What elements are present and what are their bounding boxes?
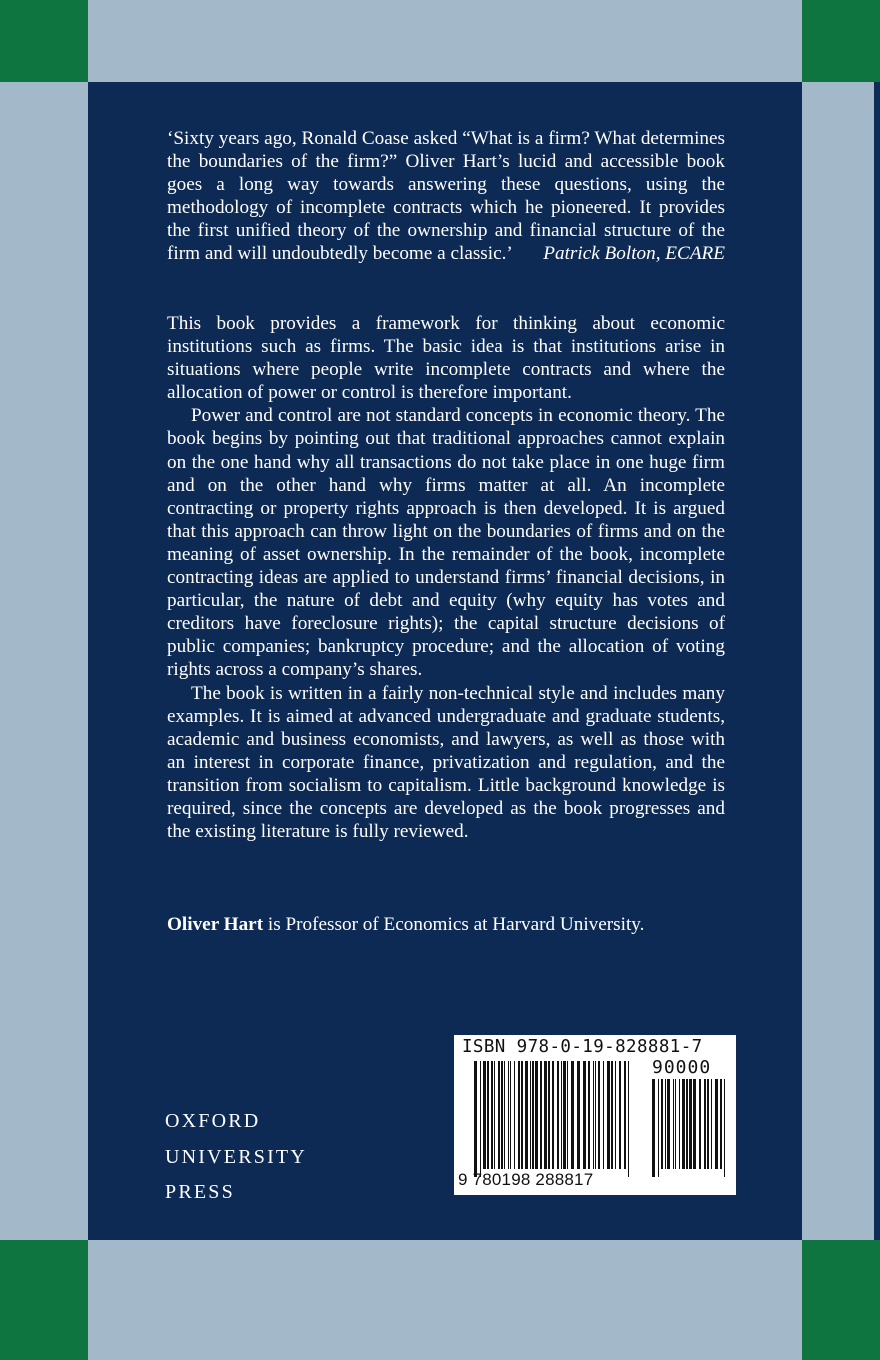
barcode-bar (510, 1061, 511, 1169)
barcode-bar (483, 1061, 486, 1169)
review-quote (167, 127, 725, 266)
author-name: Oliver Hart (167, 914, 264, 935)
barcode-bar (661, 1079, 663, 1169)
barcode-bar (498, 1061, 500, 1169)
barcode-bar (693, 1079, 696, 1169)
barcode-bar (480, 1061, 481, 1177)
barcode-bar (525, 1061, 528, 1169)
barcode-bar (518, 1061, 520, 1169)
author-bio-text: is Professor of Economics at Harvard University. (263, 914, 645, 935)
author-bio (167, 913, 725, 936)
description-paragraph-1: This book provides a framework for thinking about economic institutions such as firms. The basic idea is that institutions arise in situations where people write incomplete contracts and where the allocation of power or control is therefore important. (167, 313, 725, 404)
barcode-bar (624, 1061, 626, 1169)
barcode-bar (583, 1061, 586, 1169)
barcode-bar (673, 1079, 674, 1169)
barcode-bar (504, 1061, 505, 1169)
addon-barcode-bars (652, 1079, 730, 1177)
spine-edge-strip (874, 82, 880, 1240)
barcode-bar (593, 1061, 594, 1169)
publisher-line-3: PRESS (165, 1181, 235, 1203)
publisher-logo (165, 1104, 307, 1211)
barcode-bar (598, 1061, 600, 1169)
barcode-bar (501, 1061, 503, 1169)
barcode-bar (563, 1061, 566, 1169)
barcode-bar (682, 1079, 685, 1169)
barcode-bar (567, 1061, 568, 1169)
barcode-label (454, 1035, 736, 1195)
barcode-bar (603, 1061, 604, 1169)
corner-block-top-left (0, 0, 88, 82)
barcode-bar (665, 1079, 666, 1169)
review-attribution: Patrick Bolton, ECARE (543, 243, 725, 265)
barcode-bar (561, 1061, 562, 1169)
barcode-bar (577, 1061, 580, 1169)
barcode-bar (699, 1079, 701, 1169)
barcode-bar (571, 1061, 574, 1169)
corner-block-top-right (802, 0, 880, 82)
barcode-bar (552, 1061, 554, 1169)
barcode-bar (707, 1079, 709, 1169)
barcode-bar (540, 1061, 542, 1169)
barcode-bar (521, 1061, 523, 1169)
barcode-bar (535, 1061, 538, 1169)
barcode-bar (514, 1061, 515, 1169)
barcode-bar (615, 1061, 616, 1169)
barcode-bar (715, 1079, 718, 1169)
price-code: 90000 (652, 1057, 712, 1078)
barcode-bar (595, 1061, 596, 1169)
barcode-bar (658, 1079, 659, 1177)
barcode-bar (487, 1061, 489, 1169)
barcode-bar (474, 1061, 477, 1177)
description-paragraph-3: The book is written in a fairly non-technical style and includes many examples. It is aimed at advanced undergraduate and graduate students, academic and business economists, and lawyers, as well as those with an interest in corporate finance, privatization and regulation, and the transition from socialism to capitalism. Little background knowledge is required, since the concepts are developed as the book progresses and the existing literature is fully reviewed. (167, 682, 725, 843)
barcode-bar (667, 1079, 670, 1169)
barcode-bar (544, 1061, 547, 1169)
publisher-line-1: OXFORD (165, 1110, 261, 1132)
barcode-bar (652, 1079, 655, 1177)
barcode-bar (679, 1079, 680, 1169)
ean-digits: 9 780198 288817 (458, 1170, 594, 1189)
barcode-bar (491, 1061, 493, 1169)
description-paragraph-2: Power and control are not standard concepts in economic theory. The book begins by pointing out that traditional approaches cannot explain on the one hand why all transactions do not take place in one huge firm and on the other hand why firms matter at all. An incomplete contracting or property rights approach is then developed. It is argued that this approach can throw light on the boundaries of firms and on the meaning of asset ownership. In the remainder of the book, incomplete contracting ideas are applied to understand firms’ financial decisions, in particular, the nature of debt and equity (why equity has votes and creditors have foreclosure rights); the capital structure decisions of public companies; bankruptcy procedure; and the allocation of voting rights across a company’s shares. (167, 405, 725, 681)
corner-block-bottom-left (0, 1240, 88, 1360)
publisher-line-2: UNIVERSITY (165, 1145, 307, 1168)
barcode-bar (724, 1079, 725, 1177)
barcode-bar (557, 1061, 559, 1169)
barcode-bar (508, 1061, 509, 1169)
barcode-bar (628, 1061, 629, 1177)
corner-block-bottom-right (802, 1240, 880, 1360)
barcode-bar (494, 1061, 495, 1169)
barcode-bar (548, 1061, 550, 1169)
barcode-bar (686, 1079, 688, 1169)
barcode-bar (675, 1079, 676, 1169)
barcode-bar (704, 1079, 706, 1169)
barcode-bar (530, 1061, 531, 1169)
book-description (167, 312, 725, 843)
review-quote-text: ‘Sixty years ago, Ronald Coase asked “What is a firm? What determines the boundaries of the firm?” Oliver Hart’s lucid and accessible book goes a long way towards answering these questions, using the methodology of incomplete contracts which he pioneered. It provides the first unified theory of the ownership and financial structure of the firm and will undoubtedly become a classic.’ (167, 128, 725, 265)
barcode-bar (720, 1079, 722, 1169)
barcode-bar (588, 1061, 590, 1169)
barcode-bar (607, 1061, 610, 1169)
barcode-bar (532, 1061, 534, 1169)
barcode-bar (619, 1061, 621, 1169)
ean-barcode-bars (474, 1061, 634, 1177)
barcode-bar (711, 1079, 712, 1169)
isbn-label: ISBN 978-0-19-828881-7 (462, 1037, 703, 1057)
barcode-bar (611, 1061, 613, 1169)
barcode-bar (689, 1079, 692, 1169)
